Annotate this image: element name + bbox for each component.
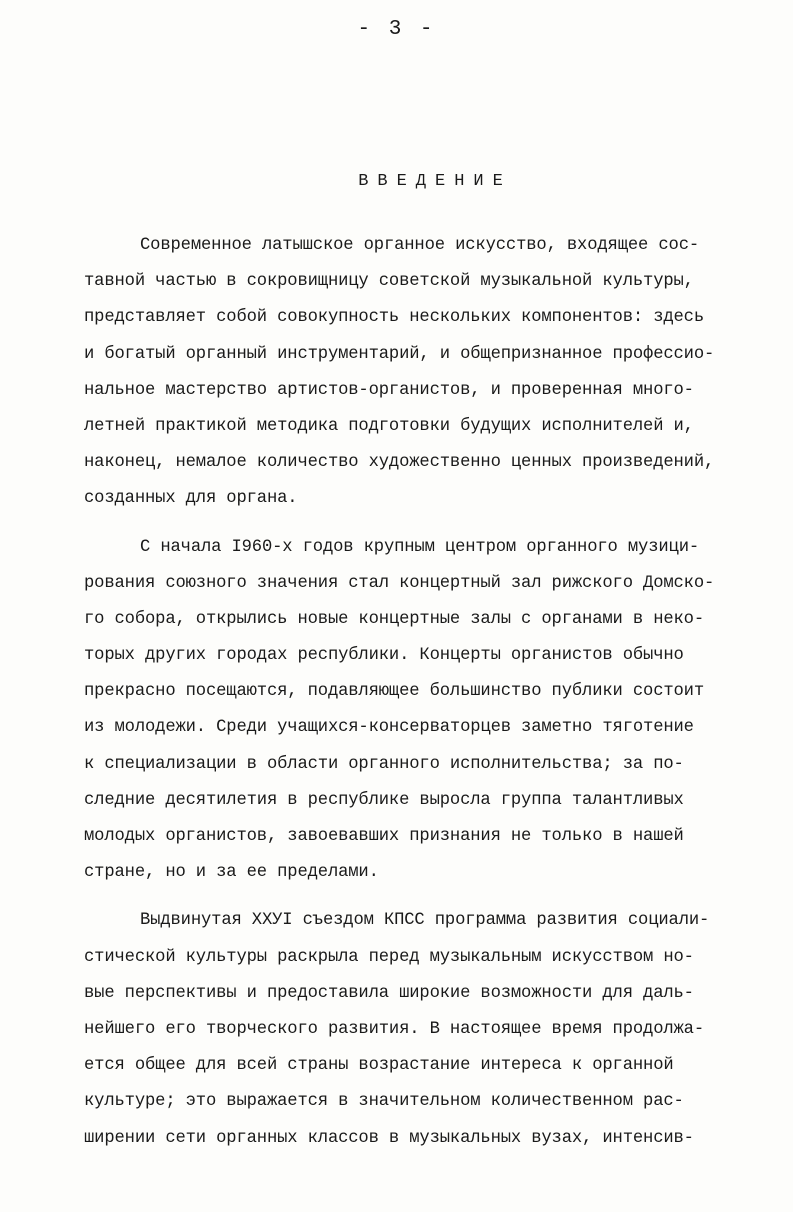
section-heading: ВВЕДЕНИЕ [358, 172, 512, 191]
page-number: - 3 - [357, 18, 436, 41]
text-line: и богатый органный инструментарий, и общепризнанное профессио- [84, 344, 715, 364]
text-line: Современное латышское органное искусство, входящее сос- [140, 236, 700, 255]
text-line: летней практикой методика подготовки будущих исполнителей и, [84, 416, 694, 436]
paragraph [84, 228, 774, 518]
paragraph [84, 530, 774, 892]
paragraph-gap [84, 518, 774, 530]
text-line: прекрасно посещаются, подавляющее большинство публики состоит [84, 682, 705, 702]
text-line: вые перспективы и предоставила широкие возможности для даль- [84, 983, 694, 1003]
text-line: го собора, открылись новые концертные залы с органами в неко- [84, 609, 705, 629]
paragraph [84, 903, 774, 1156]
text-line: стране, но и за ее пределами. [84, 863, 379, 883]
text-line: нейшего его творческого развития. В настоящее время продолжа- [84, 1019, 705, 1039]
text-line: созданных для органа. [84, 489, 298, 509]
text-line: следние десятилетия в республике выросла группа талантливых [84, 790, 684, 810]
text-line: стической культуры раскрыла перед музыкальным искусством но- [84, 947, 694, 967]
text-line: С начала I960-х годов крупным центром органного музици- [140, 537, 700, 557]
text-line: наконец, немалое количество художественно ценных произведений, [84, 453, 715, 473]
text-line: торых других городах республики. Концерты органистов обычно [84, 646, 684, 666]
text-line: нальное мастерство артистов-органистов, и проверенная много- [84, 380, 694, 400]
paragraph-gap [84, 891, 774, 903]
text-line: Выдвинутая ХХУI съездом КПСС программа развития социали- [140, 911, 710, 931]
text-line: культуре; это выражается в значительном количественном рас- [84, 1092, 684, 1112]
text-line: из молодежи. Среди учащихся-консерваторцев заметно тяготение [84, 718, 694, 738]
text-line: ширении сети органных классов в музыкальных вузах, интенсив- [84, 1128, 694, 1148]
body-text [84, 228, 774, 1157]
text-line: представляет собой совокупность нескольких компонентов: здесь [84, 308, 705, 328]
text-line: к специализации в области органного исполнительства; за по- [84, 754, 684, 774]
text-line: ется общее для всей страны возрастание интереса к органной [84, 1056, 674, 1076]
text-line: молодых органистов, завоевавших признания не только в нашей [84, 827, 684, 846]
text-line: рования союзного значения стал концертный зал рижского Домско- [84, 573, 715, 593]
text-line: тавной частью в сокровищницу советской музыкальной культуры, [84, 272, 694, 292]
